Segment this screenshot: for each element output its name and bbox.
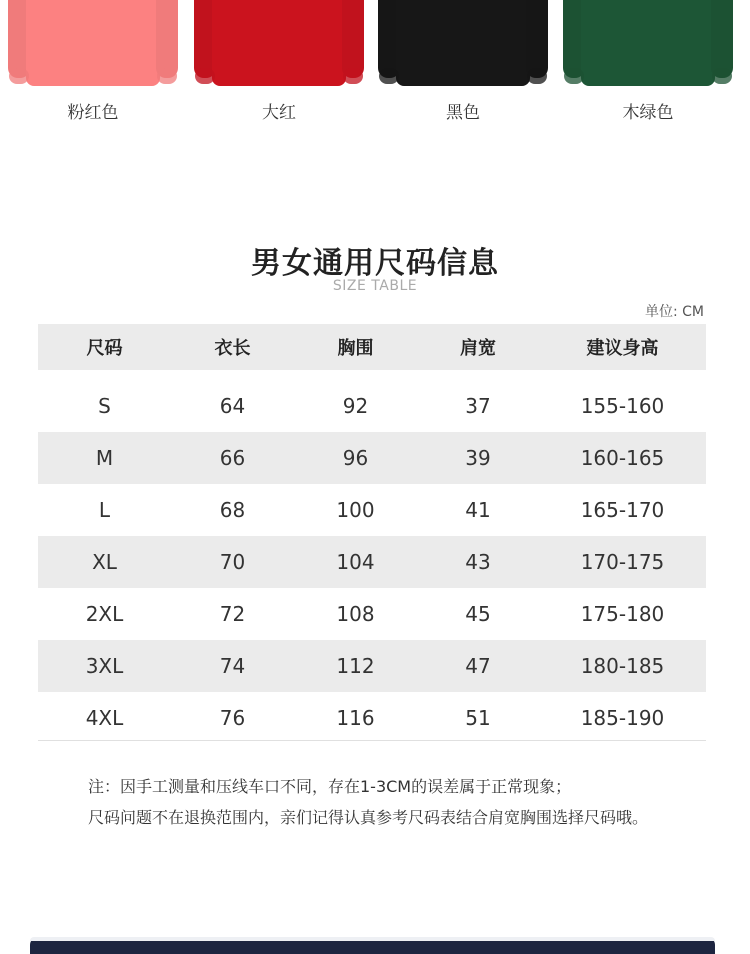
cell-shoulder: 37 [465,394,491,418]
cell-size: M [95,446,114,470]
cuff-right [527,68,547,84]
shirt-body [26,0,160,86]
cuff-right [712,68,732,84]
sleeve-right [711,0,733,78]
cuff-left [564,68,584,84]
image-edge-highlight [30,937,715,941]
cuff-left [379,68,399,84]
cell-length: 68 [219,498,246,522]
cell-height: 185-190 [580,706,665,730]
sleeve-right [526,0,548,78]
cell-length: 66 [219,446,246,470]
cuff-right [343,68,363,84]
table-bottom-divider [38,740,706,741]
cell-size: XL [92,550,117,574]
size-table-title: 男女通用尺码信息 [251,246,499,281]
cell-chest: 104 [336,550,375,574]
cell-height: 160-165 [580,446,665,470]
cell-height: 175-180 [580,602,665,626]
note-line-2: 尺码问题不在退换范围内，亲们记得认真参考尺码表结合肩宽胸围选择尺码哦。 [88,808,649,827]
shirt-red-image[interactable] [194,0,364,90]
cell-chest: 100 [336,498,375,522]
color-label-pink: 粉红色 [67,103,119,123]
shirt-body [581,0,715,86]
cell-size: 2XL [85,602,124,626]
cell-height: 170-175 [580,550,665,574]
cell-chest: 96 [342,446,369,470]
sleeve-right [342,0,364,78]
header-size: 尺码 [86,338,123,359]
table-row [38,536,706,588]
next-section-image-edge [30,937,715,954]
cell-chest: 112 [336,654,375,678]
cell-shoulder: 45 [465,602,491,626]
header-length: 衣长 [214,338,251,359]
cell-size: L [98,498,111,522]
cuff-left [195,68,215,84]
cell-shoulder: 47 [465,654,491,678]
table-row [38,484,706,536]
table-row [38,588,706,640]
cell-height: 155-160 [580,394,665,418]
cell-chest: 108 [336,602,375,626]
cell-shoulder: 39 [465,446,491,470]
cell-size: 3XL [85,654,124,678]
table-row [38,692,706,744]
cell-size: 4XL [85,706,124,730]
header-shoulder: 肩宽 [460,338,496,359]
table-row [38,640,706,692]
cell-length: 72 [219,602,246,626]
cell-shoulder: 51 [465,706,491,730]
cuff-right [157,68,177,84]
header-spacer [38,370,706,380]
cuff-left [9,68,29,84]
color-swatch-row [0,0,750,140]
color-label-red: 大红 [262,103,296,123]
color-label-black: 黑色 [446,103,480,123]
cell-chest: 92 [342,394,369,418]
size-table-subtitle: SIZE TABLE [332,278,418,294]
cell-chest: 116 [336,706,375,730]
cell-length: 70 [219,550,246,574]
sleeve-right [156,0,178,78]
cell-height: 165-170 [580,498,665,522]
cell-length: 76 [219,706,246,730]
unit-label: 单位: CM [644,304,704,320]
color-label-green: 木绿色 [622,103,674,123]
shirt-body [396,0,530,86]
header-height: 建议身高 [586,338,659,359]
shirt-pink-image[interactable] [8,0,178,90]
cell-length: 64 [219,394,246,418]
table-header-row [38,324,706,370]
shirt-black-image[interactable] [378,0,548,90]
size-table [38,324,706,744]
shirt-body [212,0,346,86]
shirt-green-image[interactable] [563,0,733,90]
note-line-1: 注：因手工测量和压线车口不同，存在1-3CM的误差属于正常现象； [88,777,572,796]
table-row [38,380,706,432]
header-chest: 胸围 [337,338,374,359]
cell-shoulder: 41 [465,498,491,522]
cell-length: 74 [219,654,246,678]
cell-shoulder: 43 [465,550,491,574]
table-row [38,432,706,484]
cell-size: S [98,394,111,418]
cell-height: 180-185 [580,654,665,678]
